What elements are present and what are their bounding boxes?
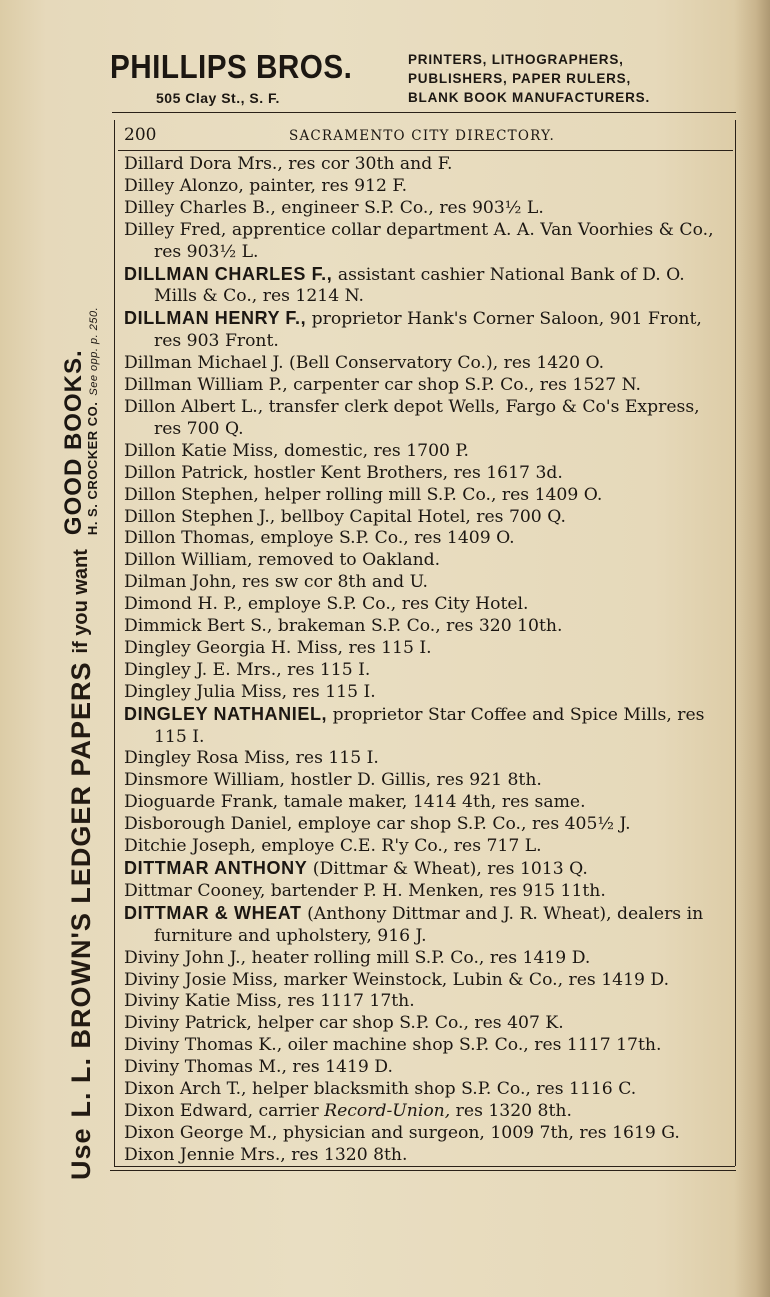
entry-details: employe C.E. R'y Co., res 717 L.: [255, 836, 542, 857]
entry-name: Dillon Patrick,: [124, 462, 249, 483]
entry-name: Dioguarde Frank,: [124, 792, 279, 813]
side-ad-see-ref: See opp. p. 250.: [88, 306, 101, 396]
advertiser-address: 505 Clay St., S. F.: [156, 90, 280, 106]
frame-bottom-rule-outer: [110, 1170, 736, 1171]
entry-name: Dillon Katie Miss,: [124, 440, 279, 461]
entry-name: Diviny Katie Miss,: [124, 991, 283, 1012]
entry-name: Dilley Fred,: [124, 219, 227, 240]
entry-name: DILLMAN HENRY F.,: [124, 308, 307, 329]
entry-name: Dilley Alonzo,: [124, 175, 244, 196]
entry-details: marker Weinstock, Lubin & Co., res 1419 D.: [278, 969, 670, 990]
entry-name: Dillon William,: [124, 550, 253, 571]
entry-details: helper car shop S.P. Co., res 407 K.: [251, 1013, 564, 1034]
entry-details: tamale maker, 1414 4th, res same.: [278, 792, 586, 813]
entry-details: helper blacksmith shop S.P. Co., res 1116 C.: [246, 1079, 637, 1100]
entry-name: Dingley Georgia H. Miss,: [124, 637, 343, 658]
entry-details: carpenter car shop S.P. Co., res 1527 N.: [287, 375, 642, 396]
entry-name: Dixon George M.,: [124, 1122, 278, 1143]
entry-name: Dingley Rosa Miss,: [124, 748, 291, 769]
side-ad-good-books: GOOD BOOKS.: [60, 349, 88, 536]
entry-name: Dimmick Bert S.,: [124, 616, 273, 637]
directory-title: SACRAMENTO CITY DIRECTORY.: [289, 128, 555, 144]
entry-name: Ditchie Joseph,: [124, 836, 256, 857]
entry-details: res 115 I.: [290, 748, 379, 769]
entry-details: painter, res 912 F.: [243, 175, 408, 196]
directory-entry: [124, 1057, 728, 1079]
directory-entry: [124, 485, 728, 507]
directory-entry: [124, 441, 728, 463]
entry-details: res 1419 D.: [286, 1057, 393, 1078]
directory-entry: [124, 1035, 728, 1057]
directory-entry: [124, 154, 728, 176]
entry-details: helper rolling mill S.P. Co., res 1409 O.: [258, 484, 603, 505]
entry-name: Dinsmore William,: [124, 770, 286, 791]
entry-name: Dillon Thomas,: [124, 528, 255, 549]
side-ad-crocker-line: [86, 307, 101, 535]
entry-details: employe S.P. Co., res City Hotel.: [242, 594, 529, 615]
entry-details: apprentice collar department A. A. Van Voorhies & Co., res 903½ L.: [154, 219, 714, 262]
entry-details: (Bell Conservatory Co.), res 1420 O.: [283, 353, 605, 374]
entry-name: DITTMAR ANTHONY: [124, 858, 308, 878]
entry-details: hostler Kent Brothers, res 1617 3d.: [248, 462, 563, 483]
advertiser-name: PHILLIPS BROS.: [110, 48, 353, 85]
entry-details: removed to Oakland.: [252, 550, 441, 571]
entry-details: employe S.P. Co., res 1409 O.: [254, 528, 515, 549]
entry-details: res 115 I.: [287, 681, 376, 702]
entry-details: res sw cor 8th and U.: [236, 572, 429, 593]
entry-details: assistant cashier National Bank of D. O. Mills & Co., res 1214 N.: [154, 264, 685, 307]
entry-details: hostler D. Gillis, res 921 8th.: [285, 770, 542, 791]
entry-name: DINGLEY NATHANIEL,: [124, 703, 328, 724]
entry-details: physician and surgeon, 1009 7th, res 1619 G.: [277, 1122, 680, 1143]
directory-entry: [124, 308, 728, 353]
entry-name: Diviny John J.,: [124, 947, 247, 968]
directory-entry: [124, 353, 728, 375]
entry-name: Dittmar Cooney,: [124, 880, 266, 901]
directory-entry: [124, 528, 728, 550]
entry-details: res 115 I.: [342, 637, 432, 658]
header-rule: [112, 112, 736, 113]
entry-name: Dillman Michael J.: [124, 353, 284, 374]
entry-details: res cor 30th and F.: [282, 154, 453, 174]
directory-entry: [124, 836, 728, 858]
directory-entry: [124, 1101, 728, 1123]
trade-line: PUBLISHERS, PAPER RULERS,: [408, 71, 632, 86]
entry-name: Dimond H. P.,: [124, 594, 243, 615]
running-head-rule: [118, 150, 733, 151]
directory-entry: [124, 970, 728, 992]
entry-details: employe car shop S.P. Co., res 405½ J.: [292, 814, 631, 835]
directory-entry: [124, 903, 728, 948]
directory-entry: [124, 220, 728, 264]
directory-entries: [124, 154, 728, 1167]
side-ad-if-you: if you want: [69, 549, 92, 654]
entry-details: brakeman S.P. Co., res 320 10th.: [272, 616, 563, 637]
entry-name: Dillon Albert L.,: [124, 396, 264, 417]
entry-name: Dingley J. E. Mrs.,: [124, 659, 282, 680]
entry-name: Dillon Stephen J.,: [124, 506, 276, 527]
entry-name: Dingley Julia Miss,: [124, 681, 288, 702]
directory-entry: [124, 463, 728, 485]
entry-details: heater rolling mill S.P. Co., res 1419 D.: [246, 947, 591, 968]
side-ad-crocker: H. S. CROCKER CO.: [85, 401, 101, 536]
entry-name: Dillon Stephen,: [124, 484, 259, 505]
entry-name: Disborough Daniel,: [124, 814, 293, 835]
running-head: [124, 125, 730, 147]
directory-entry: [124, 1013, 728, 1035]
entry-name: DITTMAR & WHEAT: [124, 902, 302, 923]
directory-entry: [124, 176, 728, 198]
side-ad-brand: L. L. BROWN'S LEDGER PAPERS: [65, 661, 96, 1118]
entry-name: DILLMAN CHARLES F.,: [124, 263, 333, 284]
entry-details: proprietor Star Coffee and Spice Mills, res 115 I.: [154, 704, 705, 747]
entry-name: Dixon Jennie Mrs.,: [124, 1144, 286, 1165]
entry-name: Diviny Thomas M.,: [124, 1057, 287, 1078]
directory-entry: [124, 991, 728, 1013]
entry-details-after: res 1320 8th.: [450, 1100, 572, 1121]
entry-name: Diviny Patrick,: [124, 1013, 252, 1034]
entry-name: Dillard Dora Mrs.,: [124, 154, 283, 174]
entry-italic: Record-Union,: [324, 1100, 451, 1121]
entry-details: (Dittmar & Wheat), res 1013 Q.: [307, 859, 588, 879]
directory-entry: [124, 550, 728, 572]
directory-entry: [124, 748, 728, 770]
entry-name: Diviny Thomas K.,: [124, 1035, 283, 1056]
entry-name: Dilman John,: [124, 572, 237, 593]
directory-entry: [124, 594, 728, 616]
directory-entry: [124, 572, 728, 594]
directory-entry: [124, 792, 728, 814]
entry-details: bartender P. H. Menken, res 915 11th.: [265, 880, 606, 901]
trade-line: BLANK BOOK MANUFACTURERS.: [408, 90, 650, 105]
page-number: 200: [124, 125, 157, 145]
directory-entry: [124, 814, 728, 836]
directory-entry: [124, 770, 728, 792]
directory-entry: [124, 616, 728, 638]
trade-line: PRINTERS, LITHOGRAPHERS,: [408, 52, 624, 67]
directory-entry: [124, 198, 728, 220]
directory-entry: [124, 660, 728, 682]
entry-name: Dixon Arch T.,: [124, 1079, 247, 1100]
advertiser-trades: [408, 50, 650, 107]
directory-entry: [124, 507, 728, 529]
directory-entry: [124, 264, 728, 309]
side-ad-stack: [61, 307, 101, 535]
side-ad-use: Use: [65, 1127, 96, 1180]
entry-details: res 1117 17th.: [282, 991, 415, 1012]
entry-details: oiler machine shop S.P. Co., res 1117 17th.: [282, 1035, 662, 1056]
page-header: [110, 48, 735, 110]
entry-details: res 115 I.: [281, 659, 371, 680]
entry-details: proprietor Hank's Corner Saloon, 901 Front, res 903 Front.: [154, 309, 702, 352]
directory-entry: [124, 858, 728, 881]
entry-details: (Anthony Dittmar and J. R. Wheat), dealers in furniture and upholstery, 916 J.: [154, 903, 704, 946]
side-advertisement: [58, 70, 104, 1180]
entry-details: bellboy Capital Hotel, res 700 Q.: [275, 506, 566, 527]
entry-name: Dixon Edward,: [124, 1100, 254, 1121]
directory-entry: [124, 881, 728, 903]
entry-details: domestic, res 1700 P.: [278, 440, 469, 461]
directory-entry: [124, 638, 728, 660]
entry-details: transfer clerk depot Wells, Fargo & Co's Express, res 700 Q.: [154, 396, 700, 439]
entry-details: engineer S.P. Co., res 903½ L.: [275, 197, 544, 218]
entry-details: carrier: [253, 1100, 325, 1121]
page-edge-shadow: [734, 0, 770, 1297]
directory-entry: [124, 1145, 728, 1167]
directory-entry: [124, 704, 728, 749]
entry-name: Dilley Charles B.,: [124, 197, 276, 218]
directory-entry: [124, 1079, 728, 1101]
entry-details: res 1320 8th.: [285, 1144, 408, 1165]
entry-name: Dillman William P.,: [124, 375, 288, 396]
directory-entry: [124, 397, 728, 441]
entry-name: Diviny Josie Miss,: [124, 969, 279, 990]
directory-entry: [124, 375, 728, 397]
directory-entry: [124, 1123, 728, 1145]
directory-entry: [124, 948, 728, 970]
directory-entry: [124, 682, 728, 704]
